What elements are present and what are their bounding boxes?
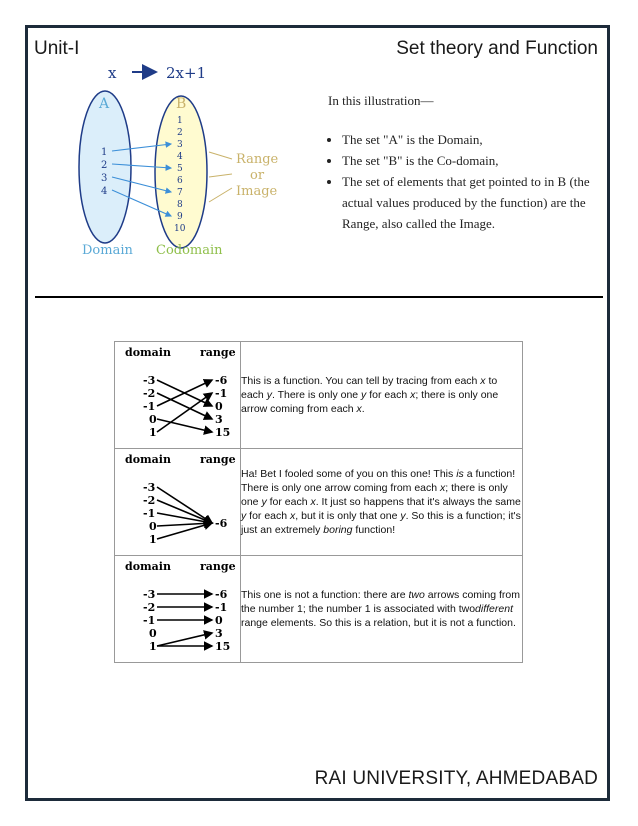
domain-header: domain	[125, 453, 171, 466]
range-value: 15	[215, 640, 231, 653]
domain-value: -2	[143, 387, 156, 400]
svg-text:Image: Image	[236, 184, 278, 199]
range-value: -6	[215, 588, 228, 601]
range-value: 15	[215, 426, 231, 439]
set-b-element: 9	[177, 212, 183, 222]
table-row	[115, 449, 523, 556]
set-a-element: 2	[101, 160, 108, 171]
range-label	[236, 152, 279, 199]
svg-text:Range: Range	[236, 152, 279, 167]
domain-value: -3	[143, 481, 156, 494]
range-value: -1	[215, 387, 228, 400]
range-value: 0	[215, 614, 223, 627]
codomain-label: Codomain	[156, 243, 223, 258]
mapping-diagram-cell	[115, 556, 241, 663]
set-b-element: 7	[177, 188, 183, 198]
range-value: 3	[215, 627, 223, 640]
set-b-element: 3	[177, 140, 183, 150]
set-b-element: 1	[177, 116, 183, 126]
set-b-element: 5	[177, 164, 183, 174]
mapping-arrow	[157, 500, 212, 523]
mapping-x: x	[108, 64, 117, 82]
explanation-text-2: Ha! Bet I fooled some of you on this one! This is a function! There is only one arrow coming from each x; there is only one y for each x. It just so happens that it's always the same y for each x, but it is only that one y. So this is a function; it's just an extremely boring function!	[241, 468, 521, 536]
explanation-text-1: This is a function. You can tell by tracing from each x to each y. There is only one y for each x; there is only one arrow coming from each x.	[241, 375, 499, 415]
range-header: range	[200, 346, 236, 359]
mapping-arrow	[157, 393, 212, 419]
set-a-element: 1	[101, 147, 108, 158]
domain-value: -3	[143, 374, 156, 387]
set-b-label: B	[176, 96, 187, 112]
bullet-range: • The set of elements that get pointed to in B (the actual values produced by the function) are the Range, also called the Image.	[342, 171, 592, 234]
range-value: -1	[215, 601, 228, 614]
mapping-diagram-3	[115, 556, 240, 662]
domain-value: 0	[149, 520, 157, 533]
set-b-element: 8	[177, 200, 183, 210]
range-braces	[209, 152, 232, 202]
svg-text:or: or	[250, 168, 265, 183]
domain-value: 0	[149, 413, 157, 426]
domain-value: 0	[149, 627, 157, 640]
set-b-element: 4	[177, 152, 183, 162]
function-examples-table	[114, 341, 523, 663]
domain-value: -1	[143, 400, 156, 413]
domain-value: -1	[143, 507, 156, 520]
domain-label: Domain	[82, 243, 133, 258]
table-row	[115, 556, 523, 663]
range-value: -6	[215, 517, 228, 530]
university-footer: RAI UNIVERSITY, AHMEDABAD	[314, 768, 598, 789]
unit-label: Unit-I	[34, 38, 80, 59]
set-a-label: A	[99, 96, 110, 112]
set-b-element: 10	[174, 224, 186, 234]
page-title: Set theory and Function	[396, 38, 598, 59]
bullet-domain: • The set "A" is the Domain,	[342, 129, 592, 150]
illustration-list	[322, 129, 592, 234]
range-header: range	[200, 560, 236, 573]
illustration-intro: In this illustration—	[328, 93, 434, 108]
section-divider	[35, 296, 603, 298]
domain-codomain-figure	[68, 62, 298, 262]
bullet-codomain: • The set "B" is the Co-domain,	[342, 150, 592, 171]
domain-header: domain	[125, 346, 171, 359]
mapping-diagram-cell	[115, 449, 241, 556]
range-value: 3	[215, 413, 223, 426]
domain-header: domain	[125, 560, 171, 573]
domain-value: 1	[149, 533, 157, 546]
domain-value: -2	[143, 494, 156, 507]
domain-value: -2	[143, 601, 156, 614]
domain-value: -3	[143, 588, 156, 601]
set-a-element: 3	[101, 173, 108, 184]
explanation-cell	[241, 556, 523, 663]
range-value: 0	[215, 400, 223, 413]
set-b-element: 2	[177, 128, 183, 138]
set-a-element: 4	[101, 186, 108, 197]
range-value: -6	[215, 374, 228, 387]
table-row	[115, 342, 523, 449]
domain-value: 1	[149, 426, 157, 439]
mapping-diagram-cell	[115, 342, 241, 449]
domain-value: 1	[149, 640, 157, 653]
mapping-rule: 2x+1	[166, 64, 207, 82]
mapping-arrow	[157, 633, 212, 646]
set-b-element: 6	[177, 176, 183, 186]
domain-value: -1	[143, 614, 156, 627]
mapping-diagram-2	[115, 449, 240, 555]
explanation-cell	[241, 449, 523, 556]
mapping-diagram-1	[115, 342, 240, 448]
explanation-cell	[241, 342, 523, 449]
illustration-text	[322, 93, 592, 234]
range-header: range	[200, 453, 236, 466]
explanation-text-3: This one is not a function: there are two arrows coming from the number 1; the number 1 is associated with twodifferent range elements. So this is a relation, but it is not a function.	[241, 589, 520, 629]
